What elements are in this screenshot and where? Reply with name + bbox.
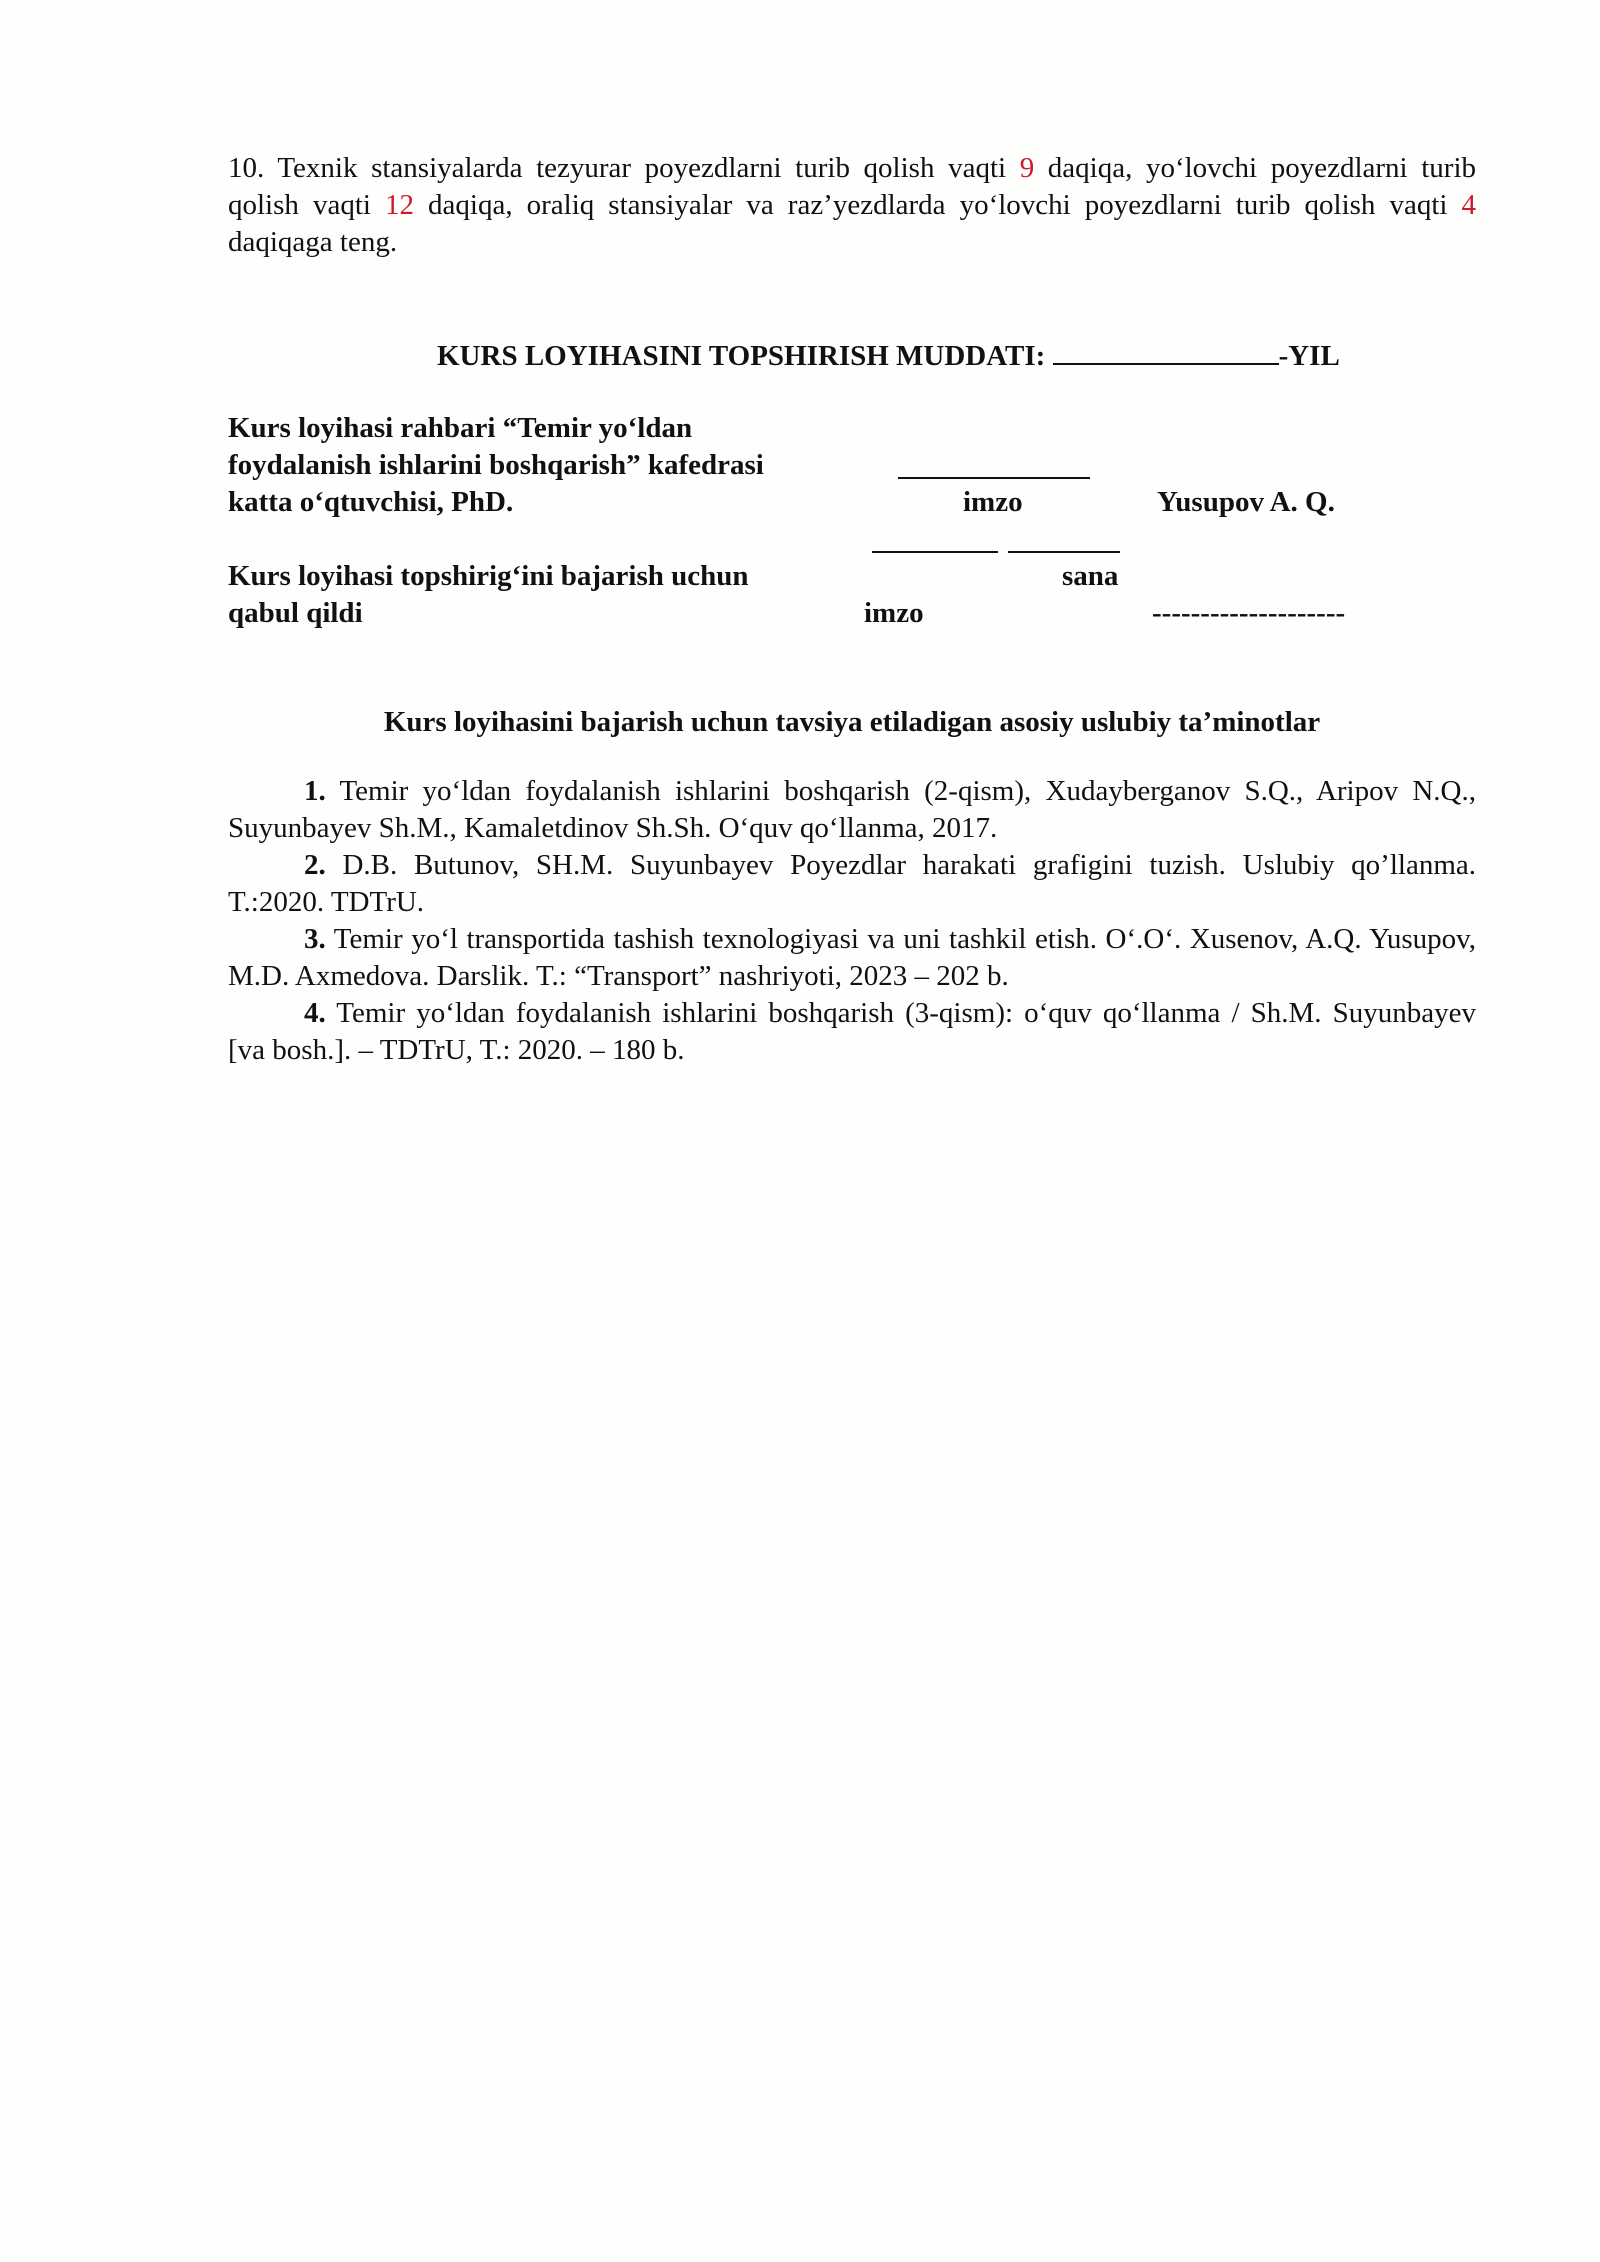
reference-text: Temir yo‘l transportida tashish texnologiyasi va uni tashkil etish. O‘.O‘. Xusenov, A.Q. Yusupov, M.D. Axmedova. Darslik. T.: “Transport” nashriyoti, 2023 – 202 b. (228, 923, 1476, 992)
supervisor-name: Yusupov A. Q. (1157, 486, 1335, 518)
acceptance-signature-label: imzo (864, 597, 924, 629)
reference-item (228, 847, 1476, 921)
supervisor-signature-line (898, 477, 1090, 479)
acceptance-date-line (1008, 551, 1120, 553)
item-10-text-1: 10. Texnik stansiyalarda tezyurar poyezdlarni turib qolish vaqti (228, 152, 1020, 184)
reference-number: 2. (304, 849, 326, 881)
acceptance-signature-line (872, 551, 998, 553)
acceptance-line-1: Kurs loyihasi topshirig‘ini bajarish uchun (228, 560, 749, 592)
reference-text: D.B. Butunov, SH.M. Suyunbayev Poyezdlar harakati grafigini tuzish. Uslubiy qo’llanma. T.:2020. TDTrU. (228, 849, 1476, 918)
acceptance-date-label: sana (1062, 560, 1119, 592)
references-title: Kurs loyihasini bajarish uchun tavsiya etiladigan asosiy uslubiy ta’minotlar (383, 706, 1321, 738)
reference-number: 3. (304, 923, 326, 955)
acceptance-name-placeholder: -------------------- (1152, 597, 1346, 629)
item-10-text-4: daqiqaga teng. (228, 226, 398, 258)
reference-item (228, 773, 1476, 847)
deadline-heading (437, 337, 1340, 375)
supervisor-line-3: katta o‘qtuvchisi, PhD. (228, 486, 514, 518)
item-10-text-2: daqiqa, yo‘lovchi poyezdlarni turib qolish vaqti (228, 152, 1476, 221)
reference-item (228, 921, 1476, 995)
item-10-text-3: daqiqa, oraliq stansiyalar va raz’yezdlarda yo‘lovchi poyezdlarni turib qolish vaqti (413, 189, 1462, 221)
supervisor-line-1: Kurs loyihasi rahbari “Temir yo‘ldan (228, 412, 693, 444)
deadline-label: KURS LOYIHASINI TOPSHIRISH MUDDATI: (437, 340, 1053, 372)
reference-text: Temir yo‘ldan foydalanish ishlarini boshqarish (3-qism): o‘quv qo‘llanma / Sh.M. Suyunbayev [va bosh.]. – TDTrU, T.: 2020. – 180 b. (228, 997, 1476, 1066)
deadline-blank (1053, 337, 1279, 365)
item-10-paragraph (228, 150, 1476, 261)
acceptance-line-2: qabul qildi (228, 597, 363, 629)
reference-text: Temir yo‘ldan foydalanish ishlarini boshqarish (2-qism), Xudayberganov S.Q., Aripov N.Q., Suyunbayev Sh.M., Kamaletdinov Sh.Sh. O‘quv qo‘llanma, 2017. (228, 775, 1476, 844)
supervisor-line-2: foydalanish ishlarini boshqarish” kafedrasi (228, 449, 764, 481)
reference-item (228, 995, 1476, 1069)
references-list (228, 773, 1476, 1069)
item-10-value-4: 4 (1461, 189, 1476, 221)
supervisor-signature-label: imzo (963, 486, 1023, 518)
item-10-value-9: 9 (1019, 152, 1035, 184)
reference-number: 4. (304, 997, 326, 1029)
deadline-suffix: -YIL (1278, 340, 1340, 372)
item-10-value-12: 12 (384, 189, 414, 221)
reference-number: 1. (304, 775, 326, 807)
